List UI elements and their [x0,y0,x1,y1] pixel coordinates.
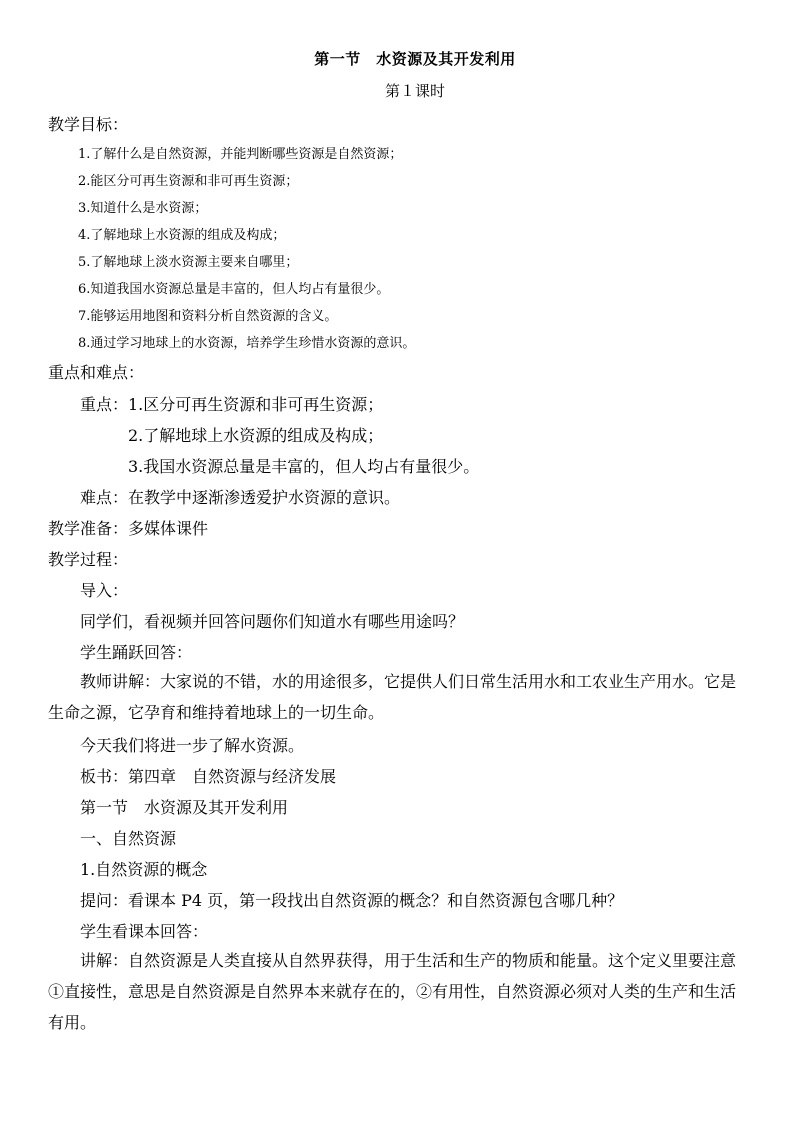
difficulty-point: 难点：在教学中逐渐渗透爱护水资源的意识。 [80,488,401,507]
objective-item: 1.了解什么是自然资源，并能判断哪些资源是自然资源； [78,147,403,162]
objective-item: 3.知道什么是水资源； [78,201,208,216]
objective-item: 6.知道我国水资源总量是丰富的，但人均占有量很少。 [78,282,390,297]
objective-item: 5.了解地球上淡水资源主要来自哪里； [78,255,299,270]
process-line: 提问：看课本 P4 页，第一段找出自然资源的概念？和自然资源包含哪几种？ [80,891,624,910]
process-heading: 教学过程： [48,550,129,569]
key-point-3: 3.我国水资源总量是丰富的，但人均占有量很少。 [128,457,480,476]
process-line: 同学们，看视频并回答问题你们知道水有哪些用途吗？ [80,612,465,631]
page-subtitle: 第１课时 [384,82,445,100]
preparation-line: 教学准备：多媒体课件 [48,519,209,538]
key-point-1: 重点：1.区分可再生资源和非可再生资源； [80,395,384,414]
process-paragraph: 讲解：自然资源是人类直接从自然界获得，用于生活和生产的物质和能量。这个定义里要注意①直接性，意思是自然资源是自然界本来就存在的，②有用性，自然资源必须对人类的生产和生活有用。 [48,951,737,1032]
objective-item: 8.通过学习地球上的水资源，培养学生珍惜水资源的意识。 [78,336,416,351]
process-line: 板书：第四章 自然资源与经济发展 [80,767,337,786]
objectives-heading: 教学目标： [48,115,129,134]
process-line: 今天我们将进一步了解水资源。 [80,736,305,755]
process-line: 学生看课本回答： [80,922,209,941]
process-line: 学生踊跃回答： [80,643,193,662]
page-title: 第一节 水资源及其开发利用 [314,50,516,68]
objective-item: 4.了解地球上水资源的组成及构成； [78,228,286,243]
objective-item: 7.能够运用地图和资料分析自然资源的含义。 [78,309,338,324]
key-points-heading: 重点和难点： [48,363,145,382]
process-line: 1.自然资源的概念 [80,860,208,879]
process-paragraph: 教师讲解：大家说的不错，水的用途很多，它提供人们日常生活用水和工农业生产用水。它是生命之源，它孕育和维持着地球上的一切生命。 [48,672,737,722]
process-line: 一、自然资源 [80,829,177,848]
process-line: 第一节 水资源及其开发利用 [80,798,289,817]
objective-item: 2.能区分可再生资源和非可再生资源； [78,174,299,189]
process-line: 导入： [80,581,129,600]
key-point-2: 2.了解地球上水资源的组成及构成； [128,426,384,445]
